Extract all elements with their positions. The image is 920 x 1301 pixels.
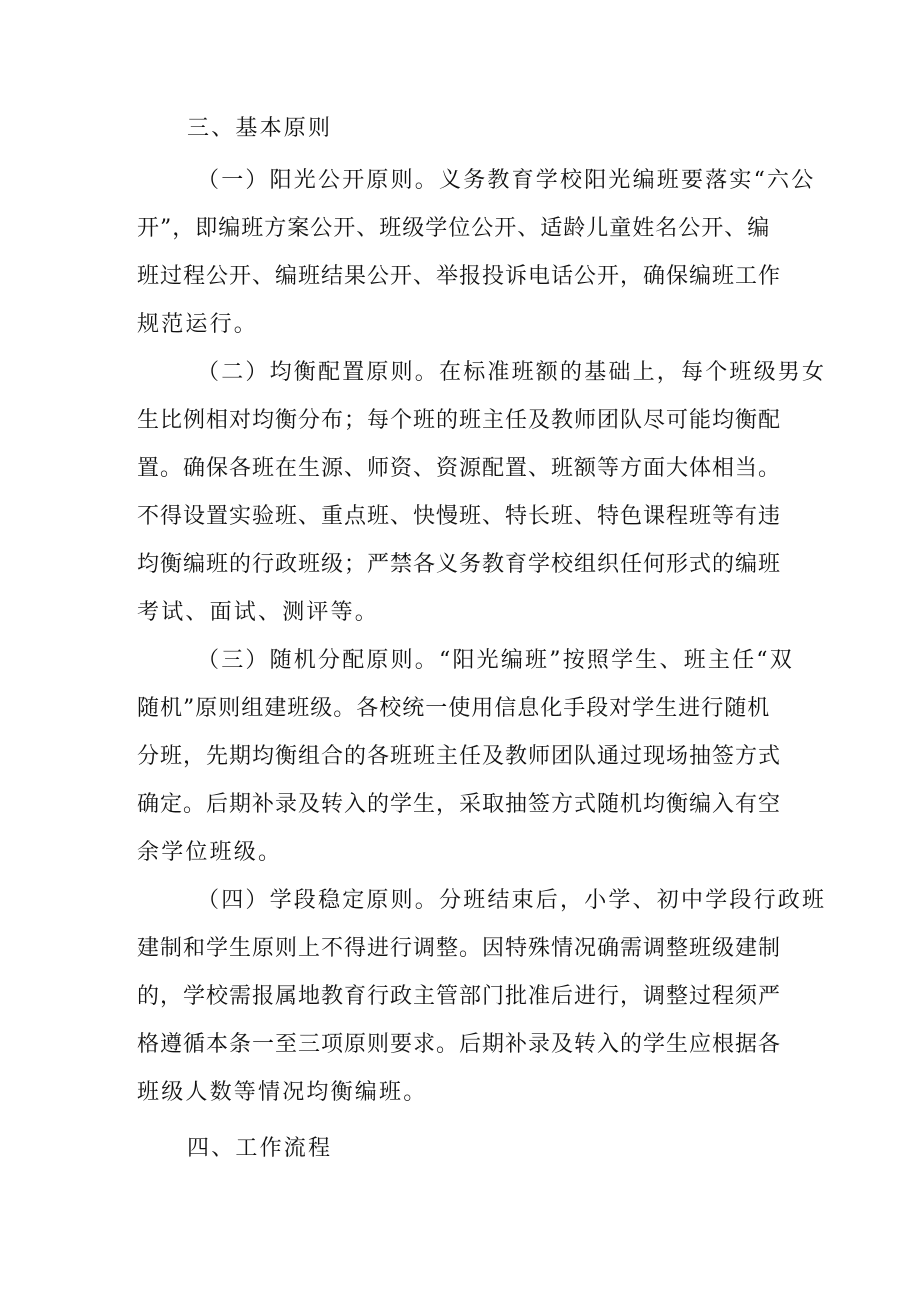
paragraph-stage-stability-line-4: 格遵循本条一至三项原则要求。后期补录及转入的学生应根据各 (137, 1032, 782, 1057)
paragraph-balanced-allocation-line-4: 不得设置实验班、重点班、快慢班、特长班、特色课程班等有违 (137, 504, 782, 529)
paragraph-stage-stability-line-3: 的，学校需报属地教育行政主管部门批准后进行，调整过程须严 (137, 984, 782, 1009)
paragraph-sunshine-open-line-1: （一）阳光公开原则。义务教育学校阳光编班要落实“六公 (197, 168, 816, 193)
paragraph-random-assignment-line-4: 确定。后期补录及转入的学生，采取抽签方式随机均衡编入有空 (137, 792, 782, 817)
section-heading-basic-principles: 三、基本原则 (187, 116, 333, 141)
paragraph-random-assignment-line-2: 随机”原则组建班级。各校统一使用信息化手段对学生进行随机 (137, 696, 771, 721)
paragraph-balanced-allocation-line-2: 生比例相对均衡分布；每个班的班主任及教师团队尽可能均衡配 (137, 408, 782, 433)
paragraph-balanced-allocation-line-3: 置。确保各班在生源、师资、资源配置、班额等方面大体相当。 (137, 456, 782, 481)
paragraph-stage-stability-line-5: 班级人数等情况均衡编班。 (137, 1080, 428, 1105)
paragraph-sunshine-open-line-3: 班过程公开、编班结果公开、举报投诉电话公开，确保编班工作 (137, 264, 782, 289)
paragraph-stage-stability-line-1: （四）学段稳定原则。分班结束后，小学、初中学段行政班 (197, 888, 827, 913)
paragraph-random-assignment-line-1: （三）随机分配原则。“阳光编班”按照学生、班主任“双 (197, 648, 794, 673)
paragraph-random-assignment-line-3: 分班，先期均衡组合的各班班主任及教师团队通过现场抽签方式 (137, 744, 782, 769)
paragraph-random-assignment-line-5: 余学位班级。 (137, 840, 283, 865)
paragraph-sunshine-open-line-2: 开”，即编班方案公开、班级学位公开、适龄儿童姓名公开、编 (137, 216, 771, 241)
paragraph-balanced-allocation-line-1: （二）均衡配置原则。在标准班额的基础上，每个班级男女 (197, 360, 827, 385)
paragraph-balanced-allocation-line-5: 均衡编班的行政班级；严禁各义务教育学校组织任何形式的编班 (137, 552, 782, 577)
section-heading-work-process: 四、工作流程 (187, 1136, 333, 1161)
paragraph-sunshine-open-line-4: 规范运行。 (137, 312, 259, 337)
paragraph-stage-stability-line-2: 建制和学生原则上不得进行调整。因特殊情况确需调整班级建制 (137, 936, 782, 961)
paragraph-balanced-allocation-line-6: 考试、面试、测评等。 (137, 600, 380, 625)
